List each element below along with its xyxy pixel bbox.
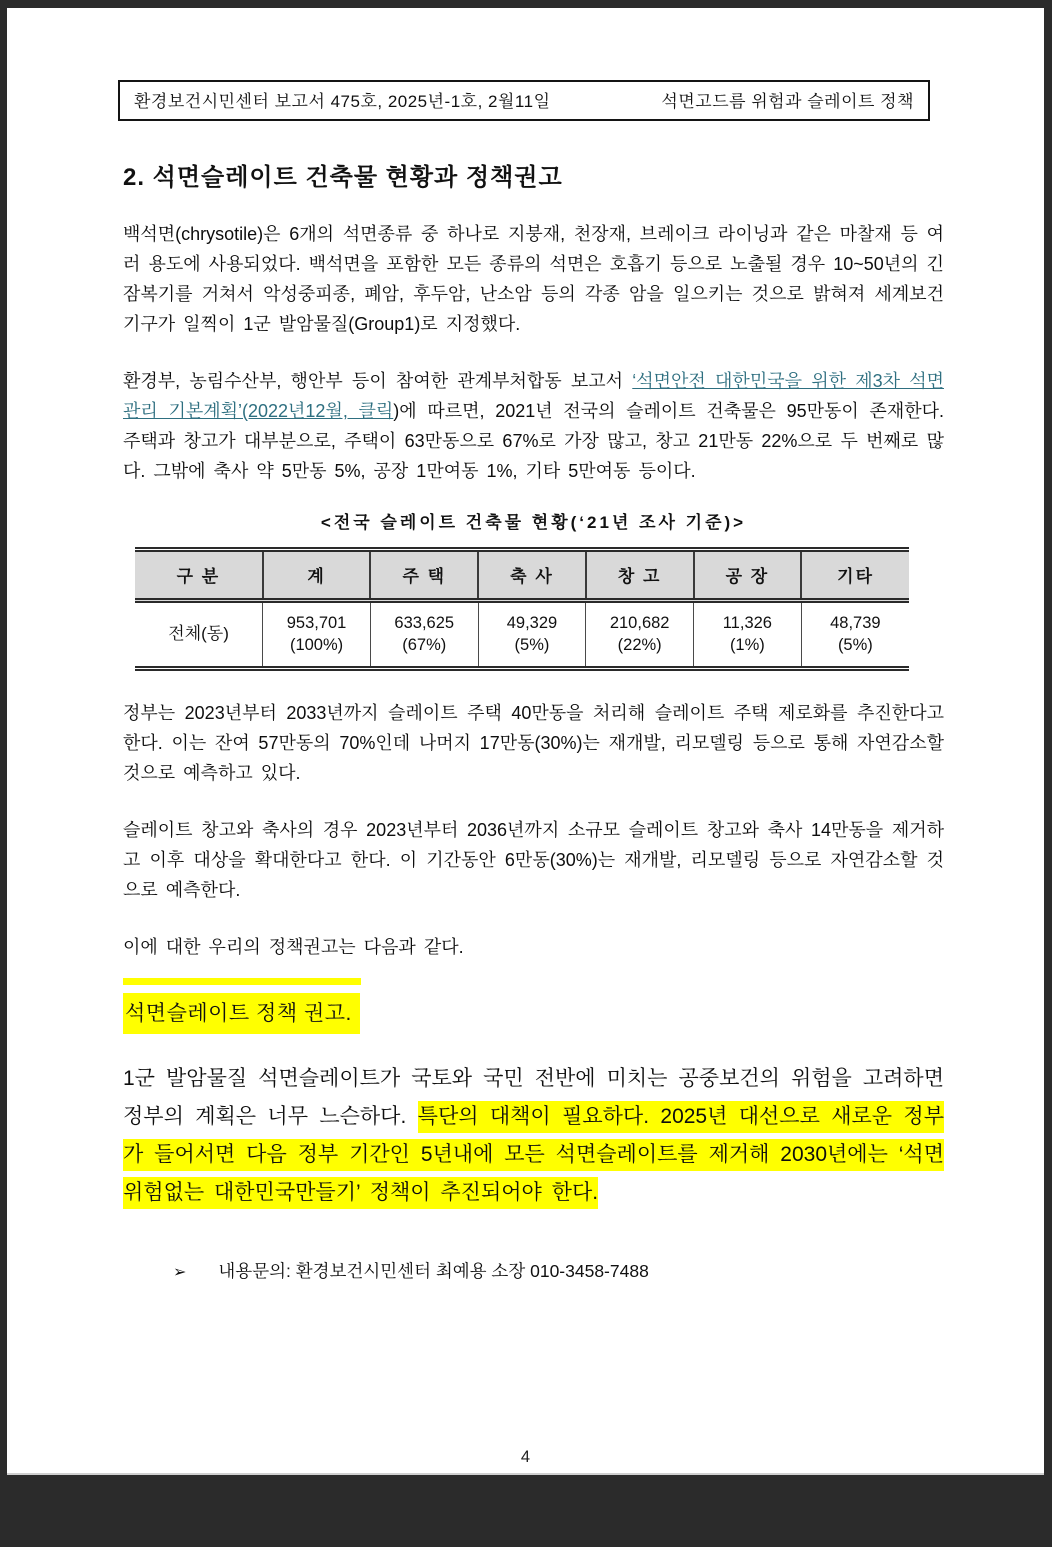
contact-line xyxy=(123,1258,944,1283)
cell-other-percent: (5%) xyxy=(837,636,873,654)
cell-warehouse xyxy=(586,601,694,669)
page-content xyxy=(7,80,1044,1547)
cell-total-value: 953,701 xyxy=(286,614,347,632)
col-header-warehouse: 창 고 xyxy=(586,550,694,601)
report-header-box xyxy=(118,80,930,121)
paragraph-house-plan: 정부는 2023년부터 2033년까지 슬레이트 주택 40만동을 처리해 슬레이트 주택 제로화를 추진한다고 한다. 이는 잔여 57만동의 70%인데 나머지 17만동(30%)는 재개발, 리모델링 등으로 통해 자연감소할 것으로 예측하고 있다. xyxy=(123,703,944,783)
report-header-right: 석면고드름 위험과 슬레이트 정책 xyxy=(661,92,914,111)
col-header-total: 계 xyxy=(263,550,371,601)
paragraph-government-report xyxy=(123,366,944,486)
paragraph-text-before-link: 환경부, 농림수산부, 행안부 등이 참여한 관계부처합동 보고서 xyxy=(123,371,633,391)
row-label-total-buildings: 전체(동) xyxy=(168,624,229,643)
cell-barn xyxy=(478,601,586,669)
cell-total-percent: (100%) xyxy=(289,636,344,654)
cell-barn-value: 49,329 xyxy=(506,614,558,632)
paragraph-text-after-link: )에 따르면, 2021년 전국의 슬레이트 건축물은 95만동이 존재한다. 주택과 창고가 대부분으로, 주택이 63만동으로 67%로 가장 많고, 창고 21만동 22%으로 두 번째로 많다. 그밖에 축사 약 5만동 5%, 공장 1만여동 1%, 기타 5만여동 등이다. xyxy=(123,401,944,481)
col-header-barn: 축 사 xyxy=(478,550,586,601)
document-page xyxy=(7,8,1044,1475)
table-row xyxy=(135,601,909,669)
paragraph-warehouse-plan: 슬레이트 창고와 축사의 경우 2023년부터 2036년까지 소규모 슬레이트 창고와 축사 14만동을 제거하고 이후 대상을 확대한다고 한다. 이 기간동안 6만동(30%)는 재개발, 리모델링 등으로 자연감소할 것으로 예측한다. xyxy=(123,820,944,900)
arrow-bullet-icon: ➢ xyxy=(173,1264,187,1281)
cell-factory-value: 11,326 xyxy=(722,614,772,632)
cell-house xyxy=(370,601,478,669)
contact-text: 내용문의: 환경보건시민센터 최예용 소장 010-3458-7488 xyxy=(218,1261,649,1281)
table-header-row xyxy=(135,550,909,601)
col-header-house: 주 택 xyxy=(370,550,478,601)
cell-factory xyxy=(694,601,802,669)
cell-barn-percent: (5%) xyxy=(514,636,550,654)
recommendation-paragraph xyxy=(123,1060,944,1212)
col-header-other: 기타 xyxy=(801,550,909,601)
section-title: 2. 석면슬레이트 건축물 현황과 정책권고 xyxy=(123,164,563,191)
recommendation-heading-text: 석면슬레이트 정책 권고. xyxy=(123,993,360,1034)
cell-warehouse-percent: (22%) xyxy=(617,636,662,654)
report-header-left: 환경보건시민센터 보고서 475호, 2025년-1호, 2월11일 xyxy=(134,92,551,111)
paragraph-chrysotile: 백석면(chrysotile)은 6개의 석면종류 중 하나로 지붕재, 천장재, 브레이크 라이닝과 같은 마찰재 등 여러 용도에 사용되었다. 백석면을 포함한 모든 종류의 석면은 호흡기 등으로 노출될 경우 10~50년의 긴 잠복기를 거쳐서 악성중피종, 폐암, 후두암, 난소암 등의 각종 암을 일으키는 것으로 밝혀져 세계보건기구가 일찍이 1군 발암물질(Group1)로 지정했다. xyxy=(123,224,944,334)
paragraph-policy-intro: 이에 대한 우리의 정책권고는 다음과 같다. xyxy=(123,937,464,957)
recommendation-intro-text: 1군 발암물질 석면슬레이트가 국토와 국민 전반에 미치는 공중보건의 위험을 고려하면 정부의 계획은 너무 느슨하다. xyxy=(123,1067,944,1128)
cell-house-value: 633,625 xyxy=(394,614,455,632)
cell-other-value: 48,739 xyxy=(830,614,881,632)
slate-buildings-table xyxy=(135,547,909,671)
cell-factory-percent: (1%) xyxy=(729,636,765,654)
page-number: 4 xyxy=(520,1448,531,1466)
cell-other xyxy=(801,601,909,669)
table-caption: <전국 슬레이트 건축물 현황(‘21년 조사 기준)> xyxy=(320,513,747,532)
cell-total xyxy=(263,601,371,669)
recommendation-heading xyxy=(123,993,944,1034)
recommendation-highlighted-text: 특단의 대책이 필요하다. 2025년 대선으로 새로운 정부가 들어서면 다음 정부 기간인 5년내에 모든 석면슬레이트를 제거해 2030년에는 ‘석면위험없는 대한민국만들기’ 정책이 추진되어야 한다. xyxy=(123,1101,944,1209)
highlight-strip xyxy=(123,978,361,985)
asbestos-plan-link[interactable]: ‘석면안전 대한민국을 위한 제3차 석면관리 기본계획’(2022년12월, 클릭 xyxy=(123,371,944,421)
cell-warehouse-value: 210,682 xyxy=(609,614,670,632)
col-header-category: 구 분 xyxy=(135,550,263,601)
col-header-factory: 공 장 xyxy=(694,550,802,601)
cell-house-percent: (67%) xyxy=(402,636,447,654)
